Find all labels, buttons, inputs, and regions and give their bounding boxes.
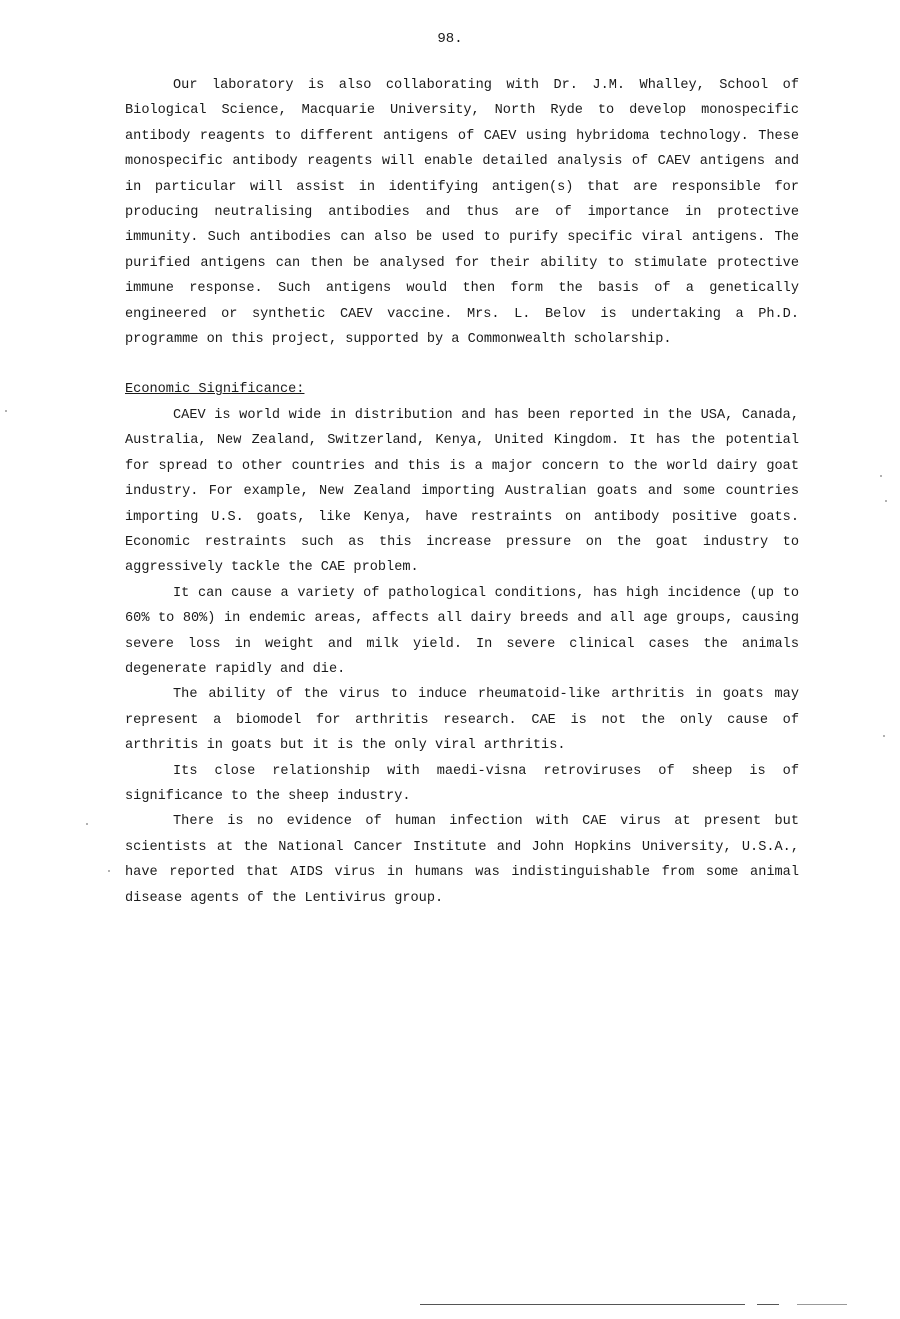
scan-speck [885,500,887,502]
body-paragraph: It can cause a variety of pathological conditions, has high incidence (up to 60% to 80%) in endemic areas, affects all dairy breeds and all age groups, causing severe loss in weight and milk yield. In severe clinical cases the animals degenerate rapidly and die. [125,585,799,677]
scan-speck [883,735,885,737]
intro-paragraph: Our laboratory is also collaborating with Dr. J.M. Whalley, School of Biological Science, Macquarie University, North Ryde to develop monospecific antibody reagents to different antigens of CAEV using hybridoma technology. These monospecific antibody reagents will enable detailed analysis of CAEV antigens and in particular will assist in identifying antigen(s) that are responsible for producing neutralising antibodies and thus are of importance in protective immunity. Such antibodies can also be used to purify specific viral antigens. The purified antigens can then be analysed for their ability to stimulate protective immune response. Such antigens would then form the basis of a genetically engineered or synthetic CAEV vaccine. Mrs. L. Belov is undertaking a Ph.D. programme on this project, supported by a Commonwealth scholarship. [125,78,799,348]
section-heading: Economic Significance: [125,382,305,398]
scan-speck [5,410,7,412]
scan-speck [86,823,88,825]
scan-speck [108,870,110,872]
scan-rule-line [420,1304,745,1305]
scan-rule-line [797,1304,847,1305]
body-paragraph: The ability of the virus to induce rheumatoid-like arthritis in goats may represent a biomodel for arthritis research. CAE is not the only cause of arthritis in goats but it is the only viral arthritis. [125,687,799,754]
body-paragraph: CAEV is world wide in distribution and has been reported in the USA, Canada, Australia, New Zealand, Switzerland, Kenya, United Kingdom. It has the potential for spread to other countries and this is a major concern to the world dairy goat industry. For example, New Zealand importing Australian goats and some countries importing U.S. goats, like Kenya, have restraints on antibody positive goats. Economic restraints such as this increase pressure on the goat industry to aggressively tackle the CAE problem. [125,407,799,576]
body-paragraph: Its close relationship with maedi-visna retroviruses of sheep is of significance to the sheep industry. [125,763,799,804]
scan-rule-line [757,1304,779,1305]
page-number: 98. [437,31,463,47]
body-paragraph: There is no evidence of human infection with CAE virus at present but scientists at the National Cancer Institute and John Hopkins University, U.S.A., have reported that AIDS virus in humans was indistinguishable from some animal disease agents of the Lentivirus group. [125,814,799,906]
page-content [125,73,799,911]
scan-speck [880,475,882,477]
